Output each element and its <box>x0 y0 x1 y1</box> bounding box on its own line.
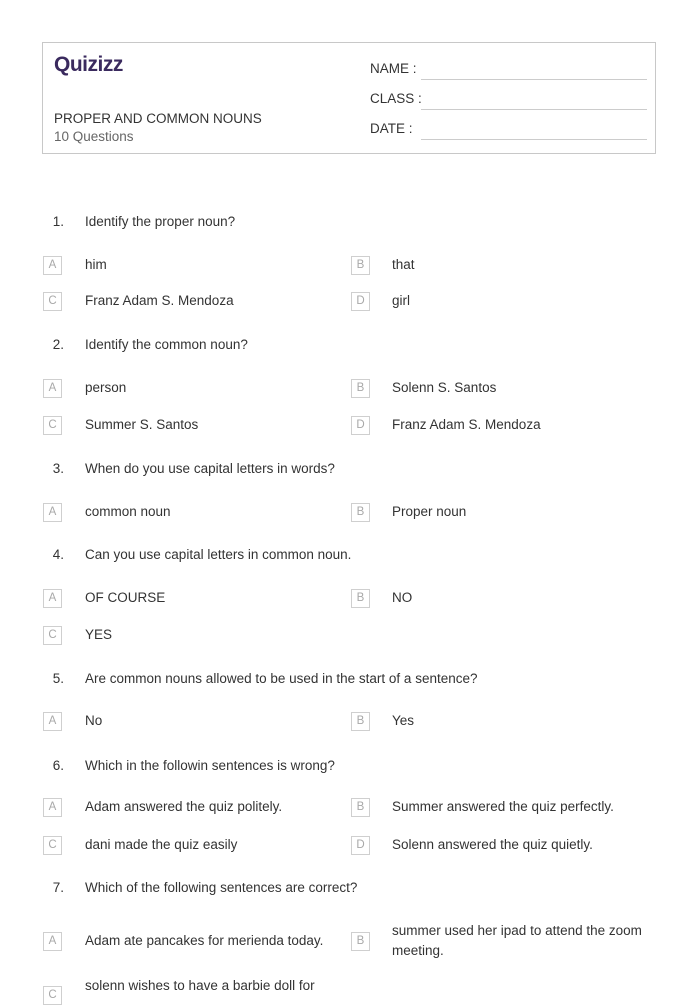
question-text: Are common nouns allowed to be used in the start of a sentence? <box>85 671 478 686</box>
option-letter: A <box>43 503 62 522</box>
option-text: Adam answered the quiz politely. <box>85 799 283 814</box>
question-text: Which of the following sentences are correct? <box>85 880 358 895</box>
option-text: Franz Adam S. Mendoza <box>392 417 541 432</box>
date-label: DATE : <box>370 121 413 136</box>
question-text: Which in the followin sentences is wrong? <box>85 758 335 773</box>
date-line[interactable] <box>421 139 647 140</box>
option-text: solenn wishes to have a barbie doll for <box>85 978 315 993</box>
question-text: Identify the proper noun? <box>85 214 236 229</box>
option-text: OF COURSE <box>85 590 166 605</box>
option-letter: D <box>351 836 370 855</box>
quizizz-logo: Quizizz <box>54 53 123 76</box>
option-text: girl <box>392 293 411 308</box>
option-text: common noun <box>85 504 171 519</box>
question-text: When do you use capital letters in words? <box>85 461 335 476</box>
option-letter: A <box>43 256 62 275</box>
question-number: 6. <box>52 758 64 773</box>
option-letter: C <box>43 836 62 855</box>
option-letter: C <box>43 626 62 645</box>
question-text: Identify the common noun? <box>85 337 248 352</box>
option-letter: C <box>43 292 62 311</box>
option-text: Summer answered the quiz perfectly. <box>392 799 614 814</box>
option-letter: A <box>43 932 62 951</box>
option-text: NO <box>392 590 413 605</box>
option-text: Summer S. Santos <box>85 417 199 432</box>
option-text: him <box>85 257 107 272</box>
option-text: summer used her ipad to attend the zoom meeting. <box>392 923 642 958</box>
name-line[interactable] <box>421 79 647 80</box>
question-text: Can you use capital letters in common noun. <box>85 547 352 562</box>
option-letter: A <box>43 379 62 398</box>
option-letter: A <box>43 798 62 817</box>
question-number: 2. <box>52 337 64 352</box>
option-text: Franz Adam S. Mendoza <box>85 293 234 308</box>
option-letter: D <box>351 292 370 311</box>
option-letter: A <box>43 589 62 608</box>
class-label: CLASS : <box>370 91 422 106</box>
question-number: 4. <box>52 547 64 562</box>
question-number: 7. <box>52 880 64 895</box>
option-letter: B <box>351 256 370 275</box>
option-text: Adam ate pancakes for merienda today. <box>85 933 324 948</box>
question-count: 10 Questions <box>54 129 134 144</box>
option-text: Solenn S. Santos <box>392 380 497 395</box>
option-letter: B <box>351 798 370 817</box>
class-line[interactable] <box>421 109 647 110</box>
question-number: 5. <box>52 671 64 686</box>
option-letter: B <box>351 503 370 522</box>
option-text: that <box>392 257 415 272</box>
option-text: No <box>85 713 103 728</box>
worksheet-title: PROPER AND COMMON NOUNS <box>54 111 262 126</box>
option-text: Solenn answered the quiz quietly. <box>392 837 593 852</box>
option-letter: B <box>351 589 370 608</box>
option-text: Proper noun <box>392 504 467 519</box>
question-number: 3. <box>52 461 64 476</box>
option-letter: B <box>351 379 370 398</box>
worksheet-header <box>42 42 656 154</box>
option-text: dani made the quiz easily <box>85 837 238 852</box>
option-letter: C <box>43 986 62 1005</box>
name-label: NAME : <box>370 61 417 76</box>
option-text: person <box>85 380 127 395</box>
option-letter: D <box>351 416 370 435</box>
option-letter: C <box>43 416 62 435</box>
option-text: Yes <box>392 713 415 728</box>
question-number: 1. <box>52 214 64 229</box>
option-letter: B <box>351 932 370 951</box>
option-letter: A <box>43 712 62 731</box>
option-letter: B <box>351 712 370 731</box>
option-text: YES <box>85 627 113 642</box>
